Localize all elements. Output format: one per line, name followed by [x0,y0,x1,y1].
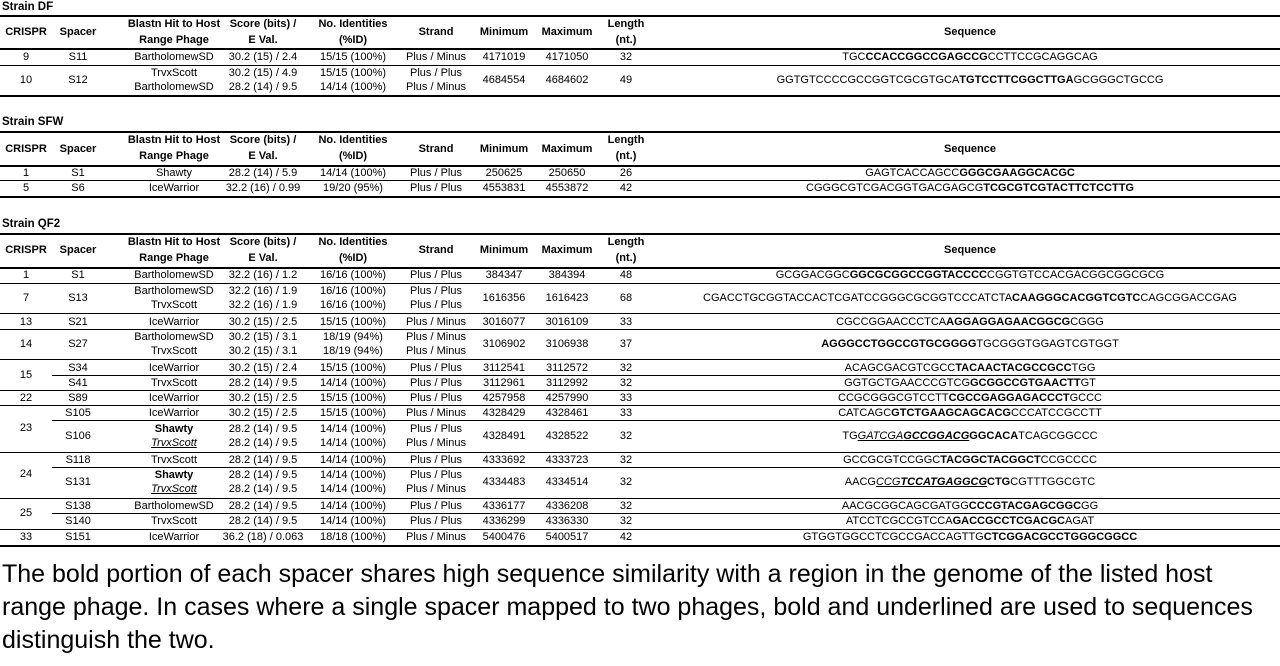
score-cell: 30.2 (15) / 4.9 [228,67,298,79]
strain-df-title: Strain DF [2,1,54,13]
score-cell: 28.2 (14) / 9.5 [228,483,298,495]
length-cell: 48 [619,269,633,281]
header-minimum: Minimum [479,143,529,155]
ident-cell: 14/14 (100%) [319,515,387,527]
spacer-cell: S27 [68,338,88,350]
hit-cell: Shawty [154,469,194,481]
strand-cell: Plus / Plus [410,454,462,466]
spacer-cell: S151 [65,531,91,543]
score-cell: 36.2 (18) / 0.063 [222,531,304,543]
spacer-cell: S140 [65,515,91,527]
min-cell: 4257958 [482,392,526,404]
strand-cell: Plus / Minus [406,483,466,495]
min-cell: 4336299 [482,515,526,527]
header-length-1: Length [607,236,645,248]
sequence-cell: GGTGCTGAACCCGTCGGCGGCCGTGAACTTGT [844,377,1096,389]
ident-cell: 14/14 (100%) [319,167,387,179]
header-crispr: CRISPR [5,143,47,155]
hit-cell: BartholomewSD [134,51,214,63]
spacer-cell: S1 [71,167,85,179]
ident-cell: 15/15 (100%) [319,362,387,374]
header-crispr: CRISPR [5,26,47,38]
hit-cell: Shawty [155,167,193,179]
score-cell: 28.2 (14) / 9.5 [228,469,298,481]
ident-cell: 19/20 (95%) [323,182,383,194]
rule [0,196,1280,198]
header-blastn-2: Range Phage [139,252,209,264]
max-cell: 4333723 [545,454,589,466]
score-cell: 32.2 (16) / 1.9 [228,299,298,311]
strain-sfw-title: Strain SFW [2,116,64,128]
spacer-cell: S106 [65,430,91,442]
hit-cell: IceWarrior [148,407,200,419]
header-spacer: Spacer [59,26,97,38]
ident-cell: 18/18 (100%) [319,531,387,543]
ident-cell: 15/15 (100%) [319,67,387,79]
header-sequence: Sequence [944,244,996,256]
length-cell: 33 [619,392,633,404]
length-cell: 32 [619,362,633,374]
header-blastn-2: Range Phage [139,150,209,162]
crispr-cell: 25 [19,507,33,519]
sequence-cell: CATCAGCGTCTGAAGCAGCACGCCCATCCGCCTT [838,407,1102,419]
ident-cell: 14/14 (100%) [319,500,387,512]
strand-cell: Plus / Minus [406,81,466,93]
hit-cell: BartholomewSD [134,500,214,512]
hit-cell: BartholomewSD [134,81,214,93]
header-minimum: Minimum [479,26,529,38]
strand-cell: Plus / Minus [406,531,466,543]
header-sequence: Sequence [944,26,996,38]
crispr-cell: 33 [19,531,33,543]
length-cell: 26 [619,167,633,179]
ident-cell: 14/14 (100%) [319,377,387,389]
crispr-cell: 13 [19,316,33,328]
score-cell: 28.2 (14) / 9.5 [228,515,298,527]
header-strand: Strand [418,244,454,256]
max-cell: 4328461 [545,407,589,419]
score-cell: 30.2 (15) / 2.5 [228,392,298,404]
header-blastn-1: Blastn Hit to Host [127,236,221,248]
header-ident-1: No. Identities [318,236,388,248]
min-cell: 1616356 [482,292,526,304]
score-cell: 30.2 (15) / 2.5 [228,316,298,328]
ident-cell: 14/14 (100%) [319,423,387,435]
header-length-2: (nt.) [615,150,637,162]
strain-qf2-title: Strain QF2 [2,218,61,230]
header-length-2: (nt.) [615,34,637,46]
spacer-cell: S41 [68,377,88,389]
min-cell: 3106902 [482,338,526,350]
header-minimum: Minimum [479,244,529,256]
min-cell: 4328491 [482,430,526,442]
strand-cell: Plus / Plus [410,377,462,389]
sequence-cell: ACAGCGACGTCGCCTACAACTACGCCGCCTGG [844,362,1096,374]
strand-cell: Plus / Minus [406,345,466,357]
length-cell: 32 [619,515,633,527]
crispr-cell: 5 [22,182,30,194]
max-cell: 4553872 [545,182,589,194]
length-cell: 32 [619,476,633,488]
header-ident-2: (%ID) [338,34,368,46]
min-cell: 4333692 [482,454,526,466]
spacer-cell: S138 [65,500,91,512]
ident-cell: 18/19 (94%) [323,345,383,357]
header-ident-2: (%ID) [338,150,368,162]
min-cell: 4336177 [482,500,526,512]
spacer-cell: S12 [68,74,88,86]
hit-cell: TrvxScott [150,67,198,79]
min-cell: 250625 [485,167,523,179]
max-cell: 1616423 [545,292,589,304]
min-cell: 4171019 [482,51,526,63]
hit-cell: BartholomewSD [134,331,214,343]
header-length-1: Length [607,134,645,146]
score-cell: 28.2 (14) / 9.5 [228,500,298,512]
header-score-1: Score (bits) / [229,134,297,146]
length-cell: 32 [619,430,633,442]
strand-cell: Plus / Plus [410,285,462,297]
crispr-cell: 22 [19,392,33,404]
strand-cell: Plus / Plus [410,392,462,404]
strand-cell: Plus / Plus [410,515,462,527]
max-cell: 4257990 [545,392,589,404]
hit-cell: TrvxScott [150,515,198,527]
hit-cell: IceWarrior [148,531,200,543]
header-score-2: E Val. [248,252,278,264]
sequence-cell: CCGCGGGCGTCCTTCGCCGAGGAGACCCTGCCC [838,392,1102,404]
ident-cell: 16/16 (100%) [319,285,387,297]
strand-cell: Plus / Minus [406,51,466,63]
sequence-cell: AGGGCCTGGCCGTGCGGGGTGCGGGTGGAGTCGTGGT [821,338,1119,350]
score-cell: 28.2 (14) / 9.5 [228,81,298,93]
header-score-2: E Val. [248,150,278,162]
length-cell: 32 [619,51,633,63]
score-cell: 28.2 (14) / 5.9 [228,167,298,179]
crispr-cell: 1 [22,269,30,281]
sequence-cell: CGGGCGTCGACGGTGACGAGCGTCGCGTCGTACTTCTCCTTG [806,182,1134,194]
crispr-cell: 14 [19,338,33,350]
length-cell: 42 [619,531,633,543]
sequence-cell: GTGGTGGCCTCGCCGACCAGTTGCTCGGACGCCTGGGCGGCC [802,531,1138,543]
length-cell: 33 [619,407,633,419]
strand-cell: Plus / Plus [410,469,462,481]
hit-cell: TrvxScott [151,437,197,449]
max-cell: 4334514 [545,476,589,488]
spacer-cell: S131 [65,476,91,488]
ident-cell: 14/14 (100%) [319,454,387,466]
ident-cell: 16/16 (100%) [319,299,387,311]
hit-cell: BartholomewSD [134,269,214,281]
spacer-cell: S89 [68,392,88,404]
ident-cell: 18/19 (94%) [323,331,383,343]
length-cell: 33 [619,316,633,328]
spacer-cell: S6 [71,182,85,194]
max-cell: 3016109 [545,316,589,328]
hit-cell: TrvxScott [150,454,198,466]
spacer-cell: S118 [65,454,91,466]
hit-cell: TrvxScott [150,299,198,311]
header-length-1: Length [607,18,645,30]
ident-cell: 15/15 (100%) [319,51,387,63]
header-score-1: Score (bits) / [229,236,297,248]
length-cell: 32 [619,454,633,466]
crispr-cell: 10 [19,74,33,86]
sequence-cell: ATCCTCGCCGTCCAGACCGCCTCGACGCAGAT [845,515,1095,527]
strand-cell: Plus / Plus [410,182,462,194]
header-maximum: Maximum [541,244,593,256]
max-cell: 384394 [548,269,586,281]
crispr-cell: 9 [22,51,30,63]
strand-cell: Plus / Minus [406,331,466,343]
min-cell: 4334483 [482,476,526,488]
score-cell: 30.2 (15) / 3.1 [228,331,298,343]
header-spacer: Spacer [59,244,97,256]
sequence-cell: AACGCCGTCCATGAGGCGCTGCGTTTGGCGTC [844,476,1096,488]
header-strand: Strand [418,26,454,38]
sequence-cell: TGCCCACCGGCCGAGCCGCCTTCCGCAGGCAG [842,51,1098,63]
hit-cell: BartholomewSD [134,285,214,297]
hit-cell: Shawty [154,423,194,435]
max-cell: 250650 [548,167,586,179]
score-cell: 30.2 (15) / 2.5 [228,407,298,419]
hit-cell: TrvxScott [150,345,198,357]
score-cell: 28.2 (14) / 9.5 [228,454,298,466]
hit-cell: IceWarrior [148,392,200,404]
sequence-cell: CGACCTGCGGTACCACTCGATCCGGGCGCGGTCCCATCTACAAGGGCACGGTCGTCCAGCGGACCGAG [703,292,1237,304]
ident-cell: 14/14 (100%) [319,469,387,481]
score-cell: 32.2 (16) / 0.99 [225,182,301,194]
strand-cell: Plus / Minus [406,316,466,328]
hit-cell: TrvxScott [151,483,197,495]
max-cell: 4328522 [545,430,589,442]
spacer-cell: S21 [68,316,88,328]
sequence-cell: TGGATCGAGCCGGACGGGCACATCAGCGGCCC [842,430,1098,442]
strand-cell: Plus / Minus [406,437,466,449]
spacer-cell: S11 [68,51,88,63]
min-cell: 4553831 [482,182,526,194]
score-cell: 28.2 (14) / 9.5 [228,437,298,449]
length-cell: 49 [619,74,633,86]
crispr-cell: 23 [19,422,33,434]
score-cell: 30.2 (15) / 2.4 [228,51,298,63]
ident-cell: 15/15 (100%) [319,407,387,419]
strand-cell: Plus / Plus [410,67,462,79]
rule [0,95,1280,97]
header-length-2: (nt.) [615,252,637,264]
length-cell: 32 [619,377,633,389]
max-cell: 3112572 [545,362,588,374]
score-cell: 32.2 (16) / 1.9 [228,285,298,297]
header-ident-2: (%ID) [338,252,368,264]
max-cell: 5400517 [545,531,589,543]
sequence-cell: AACGCGGCAGCGATGGCCCGTACGAGCGGCGG [841,500,1099,512]
ident-cell: 15/15 (100%) [319,392,387,404]
ident-cell: 14/14 (100%) [319,483,387,495]
header-crispr: CRISPR [5,244,47,256]
header-blastn-1: Blastn Hit to Host [127,134,221,146]
crispr-cell: 1 [22,167,30,179]
length-cell: 42 [619,182,633,194]
min-cell: 4684554 [482,74,526,86]
length-cell: 37 [619,338,633,350]
spacer-cell: S1 [71,269,85,281]
strand-cell: Plus / Plus [410,269,462,281]
header-ident-1: No. Identities [318,134,388,146]
sequence-cell: GCGGACGGCGGCGCGGCCGGTACCCCCGGTGTCCACGACGGCGGCGCG [775,269,1165,281]
spacer-cell: S13 [68,292,88,304]
length-cell: 68 [619,292,633,304]
max-cell: 4684602 [545,74,589,86]
header-spacer: Spacer [59,143,97,155]
score-cell: 30.2 (15) / 3.1 [228,345,298,357]
sequence-cell: CGCCGGAACCCTCAAGGAGGAGAACGGCGCGGG [836,316,1104,328]
max-cell: 3112992 [545,377,588,389]
score-cell: 30.2 (15) / 2.4 [228,362,298,374]
header-strand: Strand [418,143,454,155]
strand-cell: Plus / Plus [410,500,462,512]
hit-cell: IceWarrior [148,362,200,374]
strand-cell: Plus / Minus [406,407,466,419]
hit-cell: IceWarrior [148,182,200,194]
min-cell: 3112961 [482,377,525,389]
header-maximum: Maximum [541,26,593,38]
sequence-cell: GAGTCACCAGCCGGGCGAAGGCACGC [865,167,1075,179]
score-cell: 32.2 (16) / 1.2 [228,269,298,281]
header-sequence: Sequence [944,143,996,155]
header-score-1: Score (bits) / [229,18,297,30]
header-maximum: Maximum [541,143,593,155]
score-cell: 28.2 (14) / 9.5 [228,423,298,435]
hit-cell: TrvxScott [150,377,198,389]
sequence-cell: GCCGCGTCCGGCTACGGCTACGGCTCCGCCCC [843,454,1097,466]
crispr-cell: 7 [22,292,30,304]
crispr-cell: 24 [19,468,33,480]
rule [0,359,1280,360]
strand-cell: Plus / Plus [410,299,462,311]
score-cell: 28.2 (14) / 9.5 [228,377,298,389]
spacer-cell: S34 [68,362,88,374]
table-caption: The bold portion of each spacer shares high sequence similarity with a region in the genome of the listed host range phage. In cases where a single spacer mapped to two phages, bold and underlined are used to sequences distinguish the two. [2,560,1253,654]
header-blastn-1: Blastn Hit to Host [127,18,221,30]
spacer-cell: S105 [65,407,91,419]
crispr-cell: 15 [19,369,33,381]
ident-cell: 14/14 (100%) [319,437,387,449]
rule [0,545,1280,547]
min-cell: 5400476 [482,531,526,543]
header-blastn-2: Range Phage [139,34,209,46]
max-cell: 4336330 [545,515,589,527]
ident-cell: 15/15 (100%) [319,316,387,328]
max-cell: 4171050 [545,51,589,63]
ident-cell: 16/16 (100%) [319,269,387,281]
min-cell: 4328429 [482,407,526,419]
header-score-2: E Val. [248,34,278,46]
max-cell: 3106938 [545,338,589,350]
header-ident-1: No. Identities [318,18,388,30]
min-cell: 3112541 [482,362,525,374]
min-cell: 384347 [485,269,523,281]
max-cell: 4336208 [545,500,589,512]
strand-cell: Plus / Plus [410,167,462,179]
rule [0,313,1280,314]
strand-cell: Plus / Plus [410,362,462,374]
hit-cell: IceWarrior [148,316,200,328]
ident-cell: 14/14 (100%) [319,81,387,93]
length-cell: 32 [619,500,633,512]
rule [52,420,1280,421]
min-cell: 3016077 [482,316,526,328]
strand-cell: Plus / Plus [410,423,462,435]
sequence-cell: GGTGTCCCCGCCGGTCGCGTGCATGTCCTTCGGCTTGAGCGGGCTGCCG [776,74,1164,86]
